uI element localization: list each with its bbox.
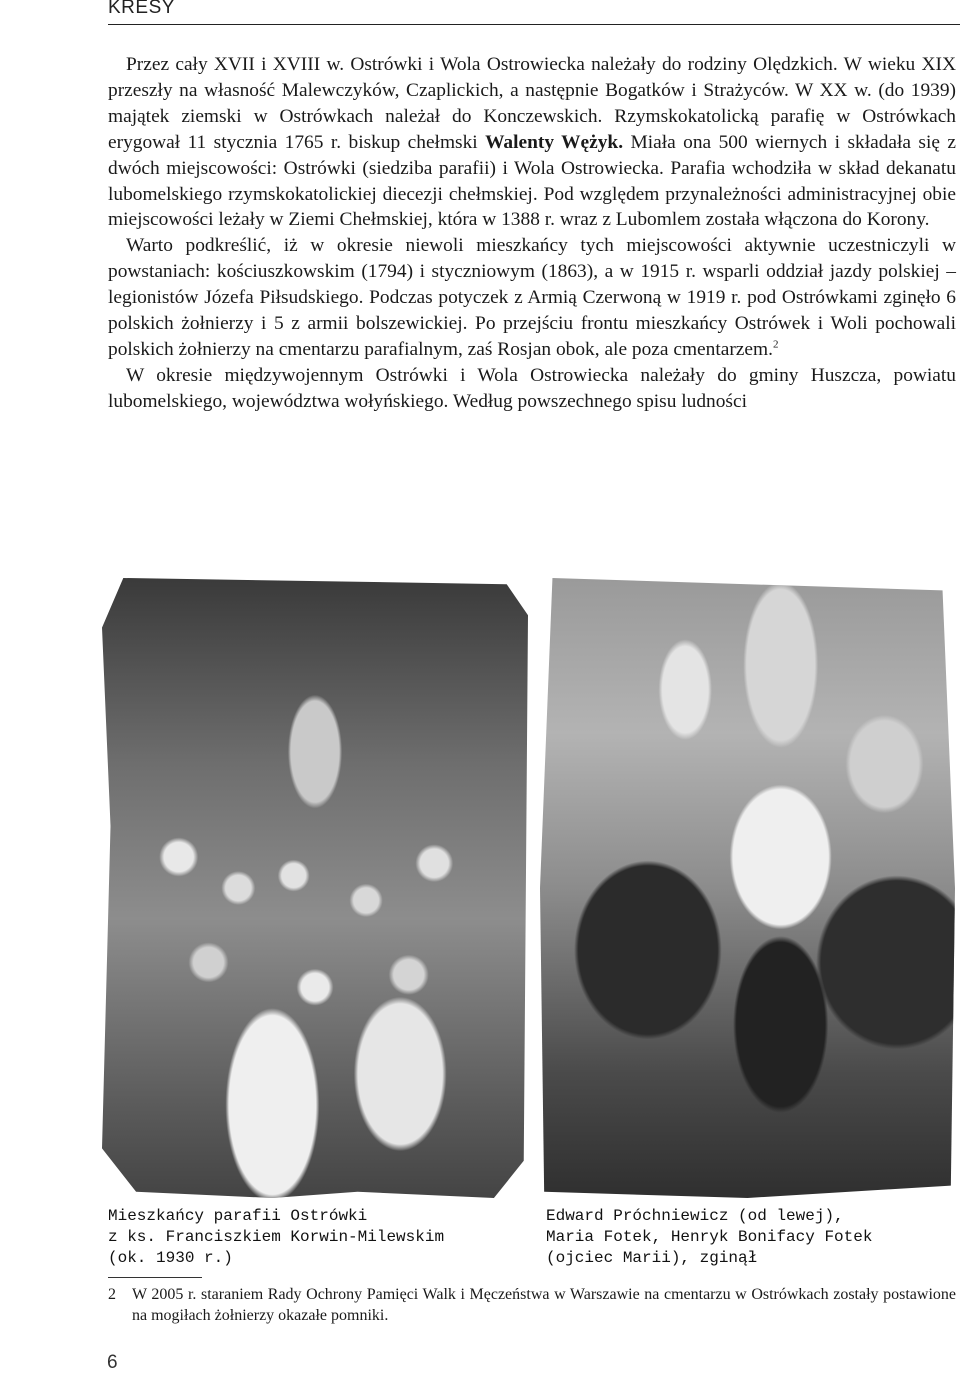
page-number: 6 [107, 1352, 118, 1373]
running-header [108, 0, 960, 25]
caption-left-line-3: (ok. 1930 r.) [108, 1249, 233, 1267]
paragraph-3-text: W okresie międzywojennym Ostrówki i Wola Ostrowiecka należały do gminy Huszcza, powiatu lubomelskiego, województwa wołyńskiego. Według powszechnego spisu ludności [108, 364, 956, 412]
caption-right-line-1: Edward Próchniewicz (od lewej), [546, 1207, 844, 1225]
caption-right-line-3: (ojciec Marii), zginął [546, 1249, 758, 1267]
paragraph-1 [108, 52, 956, 233]
paragraph-2 [108, 233, 956, 363]
caption-left-line-2: z ks. Franciszkiem Korwin-Milewskim [108, 1228, 445, 1246]
body-text [108, 52, 956, 415]
footnote-reference: 2 [772, 338, 779, 351]
caption-left [108, 1206, 444, 1269]
caption-left-line-1: Mieszkańcy parafii Ostrówki [108, 1207, 368, 1225]
footnote-divider [108, 1277, 202, 1278]
photo-parish-group [102, 578, 528, 1198]
footnote-number: 2 [108, 1286, 116, 1303]
paragraph-1-start: Przez cały XVII i XVIII w. Ostrówki i Wola Ostrowiecka należały do rodziny Olędzkich. W wieku XIX przeszły na własność Malewczyków, Czaplickich, a następnie Bogatków i Strażyców. W XX w. (do 1939) majątek ziemski w Ostrówkach należał do Konczewskich. Rzymskokatolicką parafię w Ostrówkach erygował 11 stycznia 1765 r. biskup chełmski [108, 54, 956, 153]
paragraph-3 [108, 363, 956, 415]
caption-right-line-2: Maria Fotek, Henryk Bonifacy Fotek [546, 1228, 873, 1246]
footnote-text: W 2005 r. staraniem Rady Ochrony Pamięci Walk i Męczeństwa w Warszawie na cmentarzu w Ostrówkach zostały postawione na mogiłach żołnierzy okazałe pomniki. [132, 1286, 956, 1324]
paragraph-1-tail: Miała ona 500 wiernych i składała się z dwóch miejscowości: Ostrówki (siedziba parafii) i Wola Ostrowiecka. Parafia wchodziła w skład dekanatu lubomelskiego rzymskokatolickiej diecezji chełmskiej. Pod względem przynależności administracyjnej obie miejscowości leżały w Ziemi Chełmskiej, która w 1388 r. wraz z Lubomlem została włączona do Korony. [108, 131, 957, 231]
caption-right [546, 1206, 872, 1269]
paragraph-2-text: Warto podkreślić, iż w okresie niewoli mieszkańcy tych miejscowości aktywnie uczestniczyli w powstaniach: kościuszkowskim (1794) i styczniowym (1863), a w 1915 r. wsparli oddział jazdy polskiej – legionistów Józefa Piłsudskiego. Podczas potyczek z Armią Czerwoną w 1919 r. pod Ostrówkami zginęło 6 polskich żołnierzy i 5 z armii bolszewickiej. Po przejściu frontu mieszkańcy Ostrówek i Woli pochowali polskich żołnierzy na cmentarzu parafialnym, zaś Rosjan obok, ale poza cmentarzem. [108, 235, 956, 360]
bishop-name: Walenty Wężyk. [485, 131, 624, 153]
section-title: KRESY [108, 0, 175, 18]
footnote [108, 1284, 956, 1326]
photo-family-portrait [540, 578, 955, 1198]
